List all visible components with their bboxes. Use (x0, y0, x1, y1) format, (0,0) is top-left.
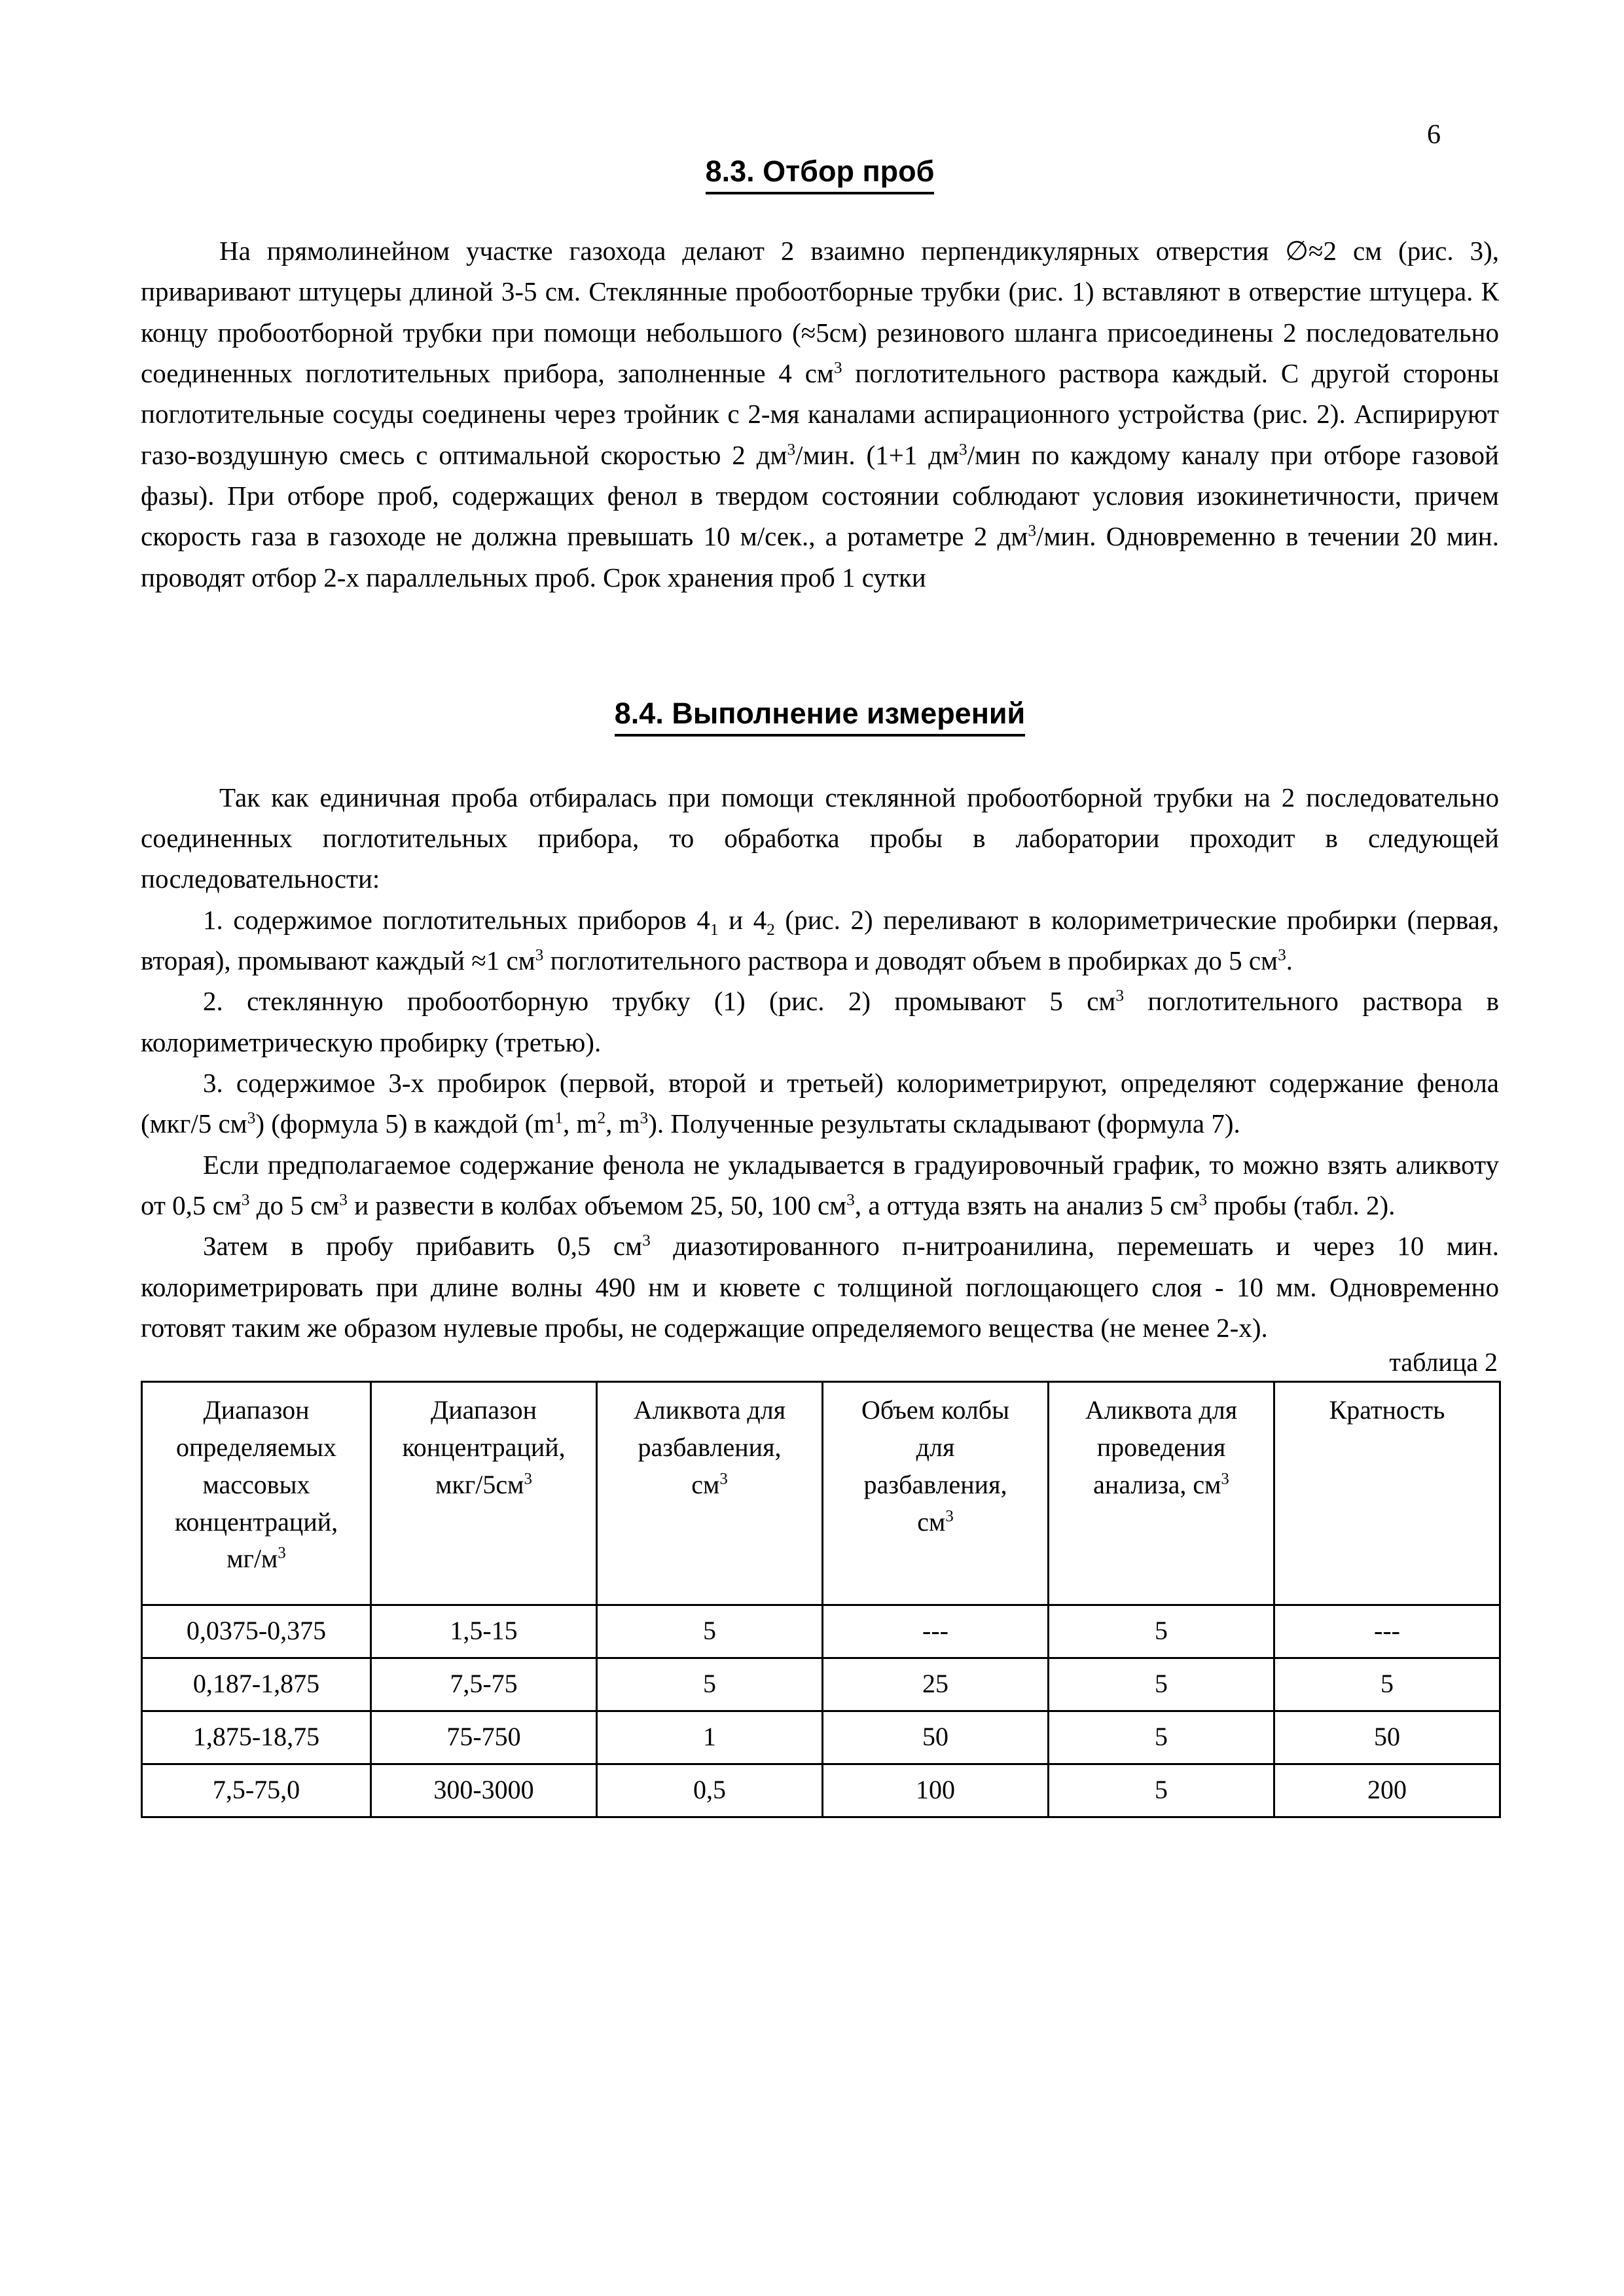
table-body (142, 1605, 1500, 1817)
section-heading-8-3 (141, 154, 1499, 194)
table-cell-r1-c6: --- (1274, 1605, 1500, 1658)
superscript: 3 (339, 1190, 348, 1209)
table-row (142, 1711, 1500, 1764)
table-cell-r4-c3: 0,5 (597, 1764, 823, 1817)
table-column-header-4 (823, 1382, 1049, 1605)
table-cell-r2-c2: 7,5-75 (371, 1658, 597, 1711)
header-line: мкг/$5см^3$ (435, 1469, 532, 1499)
table-caption: таблица 2 (1389, 1347, 1498, 1377)
table-cell-r3-c4: 50 (823, 1711, 1049, 1764)
superscript: 3 (846, 1190, 855, 1209)
superscript: 3 (640, 1108, 649, 1127)
superscript: 3 (1278, 945, 1286, 964)
superscript: 3 (959, 439, 967, 458)
superscript: 3 (833, 358, 842, 377)
header-line: $см^3$ (917, 1506, 954, 1537)
header-line: определяемых (175, 1432, 337, 1462)
table-cell-r2-c1: 0,187-1,875 (142, 1658, 371, 1711)
paragraph-8-4-intro: Так как единичная проба отбиралась при помощи стеклянной пробоотборной трубки на 2 последовательно соединенных поглотительных прибора, то обработка пробы в лаборатории проходит в следующей последовательности: (141, 782, 1499, 894)
header-line: Аликвота для (1085, 1395, 1238, 1425)
section-heading-8-4 (141, 696, 1499, 737)
superscript: 3 (241, 1190, 250, 1209)
table-cell-r3-c1: 1,875-18,75 (142, 1711, 371, 1764)
spacer-after-paragraph-8-3 (141, 598, 1499, 696)
table-cell-r3-c3: 1 (597, 1711, 823, 1764)
header-line: $см^3$ (691, 1469, 728, 1499)
table-cell-r3-c5: 5 (1049, 1711, 1274, 1764)
page-content (141, 154, 1499, 1818)
superscript: 3 (719, 1470, 728, 1488)
superscript: 3 (787, 439, 796, 458)
spacer-after-heading-8-3 (141, 194, 1499, 230)
header-line: $мг/м^3$ (226, 1544, 286, 1574)
spacer-after-heading-8-4 (141, 737, 1499, 777)
table-cell-r4-c1: 7,5-75,0 (142, 1764, 371, 1817)
subscript: 2 (767, 920, 775, 939)
table-column-header-5 (1049, 1382, 1274, 1605)
superscript: 3 (1028, 521, 1037, 540)
table-column-header-6 (1274, 1382, 1500, 1605)
superscript: 3 (945, 1507, 954, 1525)
superscript: 1 (554, 1108, 564, 1127)
header-line: разбавления, (638, 1432, 782, 1462)
section-heading-8-4-text: 8.4. Выполнение измерений (615, 696, 1025, 737)
list-item-1: 1. содержимое поглотительных приборов $4_1$ и $4_2$ (рис. 2) переливают в колориметрические пробирки (первая, вторая), промывают каждый ≈1 $см^3$ поглотительного раствора и доводят объем в пробирках до 5 $см^3$. (141, 904, 1499, 976)
table-column-header-1 (142, 1382, 371, 1605)
table-header (142, 1382, 1500, 1605)
page-number: 6 (1427, 120, 1441, 150)
table-row (142, 1605, 1500, 1658)
table-cell-r4-c6: 200 (1274, 1764, 1500, 1817)
superscript: 3 (1115, 986, 1125, 1005)
header-line: Кратность (1329, 1395, 1445, 1425)
paragraph-final: Затем в пробу прибавить 0,5 $см^3$ диазотированного п-нитроанилина, перемешать и через 10 мин. колориметрировать при длине волны 490 нм и кювете с толщиной поглощающего слоя - 10 мм. Одновременно готовят таким же образом нулевые пробы, не содержащие определяемого вещества (не менее 2-х). (141, 1231, 1499, 1343)
measurement-ranges-table (141, 1381, 1501, 1818)
table-cell-r3-c2: 75-750 (371, 1711, 597, 1764)
header-line: массовых (202, 1469, 310, 1499)
table-column-header-3 (597, 1382, 823, 1605)
superscript: 3 (1199, 1190, 1208, 1209)
header-line: Диапазон (203, 1395, 310, 1425)
superscript: 2 (597, 1108, 606, 1127)
superscript: 3 (642, 1231, 651, 1250)
table-column-header-2 (371, 1382, 597, 1605)
table-cell-r4-c4: 100 (823, 1764, 1049, 1817)
table-cell-r4-c5: 5 (1049, 1764, 1274, 1817)
header-line: Диапазон (430, 1395, 537, 1425)
header-line: Объем колбы (861, 1395, 1010, 1425)
header-line: для (916, 1432, 955, 1462)
header-line: Аликвота для (633, 1395, 786, 1425)
table-cell-r2-c6: 5 (1274, 1658, 1500, 1711)
paragraph-dilution: Если предполагаемое содержание фенола не укладывается в градуировочный график, то можно взять аликвоту от 0,5 $см^3$ до 5 $см^3$ и развести в колбах объемом 25, 50, 100 $см^3$, а оттуда взять на анализ 5 $см^3$ пробы (табл. 2). (141, 1149, 1499, 1220)
header-line: разбавления, (863, 1469, 1007, 1499)
header-line: концентраций, (174, 1506, 338, 1537)
table-row (142, 1658, 1500, 1711)
header-line: анализа, $см^3$ (1093, 1469, 1229, 1499)
table-cell-r1-c4: --- (823, 1605, 1049, 1658)
table-cell-r2-c5: 5 (1049, 1658, 1274, 1711)
table-row (142, 1764, 1500, 1817)
superscript: 3 (1221, 1470, 1229, 1488)
table-cell-r1-c1: 0,0375-0,375 (142, 1605, 371, 1658)
table-cell-r1-c3: 5 (597, 1605, 823, 1658)
superscript: 3 (278, 1544, 286, 1563)
superscript: 3 (247, 1108, 256, 1127)
list-item-3: 3. содержимое 3-х пробирок (первой, второй и третьей) колориметрируют, определяют содержание фенола (мкг/5 $см^3$) (формула 5) в каждой ($m^1$, $m^2$, $m^3$). Полученные результаты складывают (формула 7). (141, 1068, 1499, 1139)
section-heading-8-3-text: 8.3. Отбор проб (706, 154, 935, 194)
table-cell-r1-c5: 5 (1049, 1605, 1274, 1658)
header-line: концентраций, (402, 1432, 566, 1462)
table-header-row (142, 1382, 1500, 1605)
list-item-2: 2. стеклянную пробоотборную трубку (1) (рис. 2) промывают 5 $см^3$ поглотительного раствора в колориметрическую пробирку (третью). (141, 986, 1499, 1057)
table-cell-r2-c4: 25 (823, 1658, 1049, 1711)
table-cell-r1-c2: 1,5-15 (371, 1605, 597, 1658)
table-cell-r2-c3: 5 (597, 1658, 823, 1711)
subscript: 1 (710, 920, 719, 939)
superscript: 3 (535, 945, 544, 964)
header-line: проведения (1096, 1432, 1226, 1462)
superscript: 3 (524, 1470, 532, 1488)
table-cell-r3-c6: 50 (1274, 1711, 1500, 1764)
table-cell-r4-c2: 300-3000 (371, 1764, 597, 1817)
paragraph-8-3-body: На прямолинейном участке газохода делают 2 взаимно перпендикулярных отверстия ∅≈2 см (рис. 3), приваривают штуцеры длиной 3-5 см. Стеклянные пробоотборные трубки (рис. 1) вставляют в отверстие штуцера. К концу пробоотборной трубки при помощи небольшого (≈5см) резинового шланга присоединены 2 последовательно соединенных поглотительных прибора, заполненные 4 $см^3$ поглотительного раствора каждый. С другой стороны поглотительные сосуды соединены через тройник с 2-мя каналами аспирационного устройства (рис. 2). Аспирируют газо-воздушную смесь с оптимальной скоростью 2 $дм^3$/мин. (1+1 $дм^3$/мин по каждому каналу при отборе газовой фазы). При отборе проб, содержащих фенол в твердом состоянии соблюдают условия изокинетичности, причем скорость газа в газоходе не должна превышать 10 м/сек., а ротаметре 2 $дм^3$/мин. Одновременно в течении 20 мин. проводят отбор 2-х параллельных проб. Срок хранения проб 1 сутки (141, 236, 1499, 592)
